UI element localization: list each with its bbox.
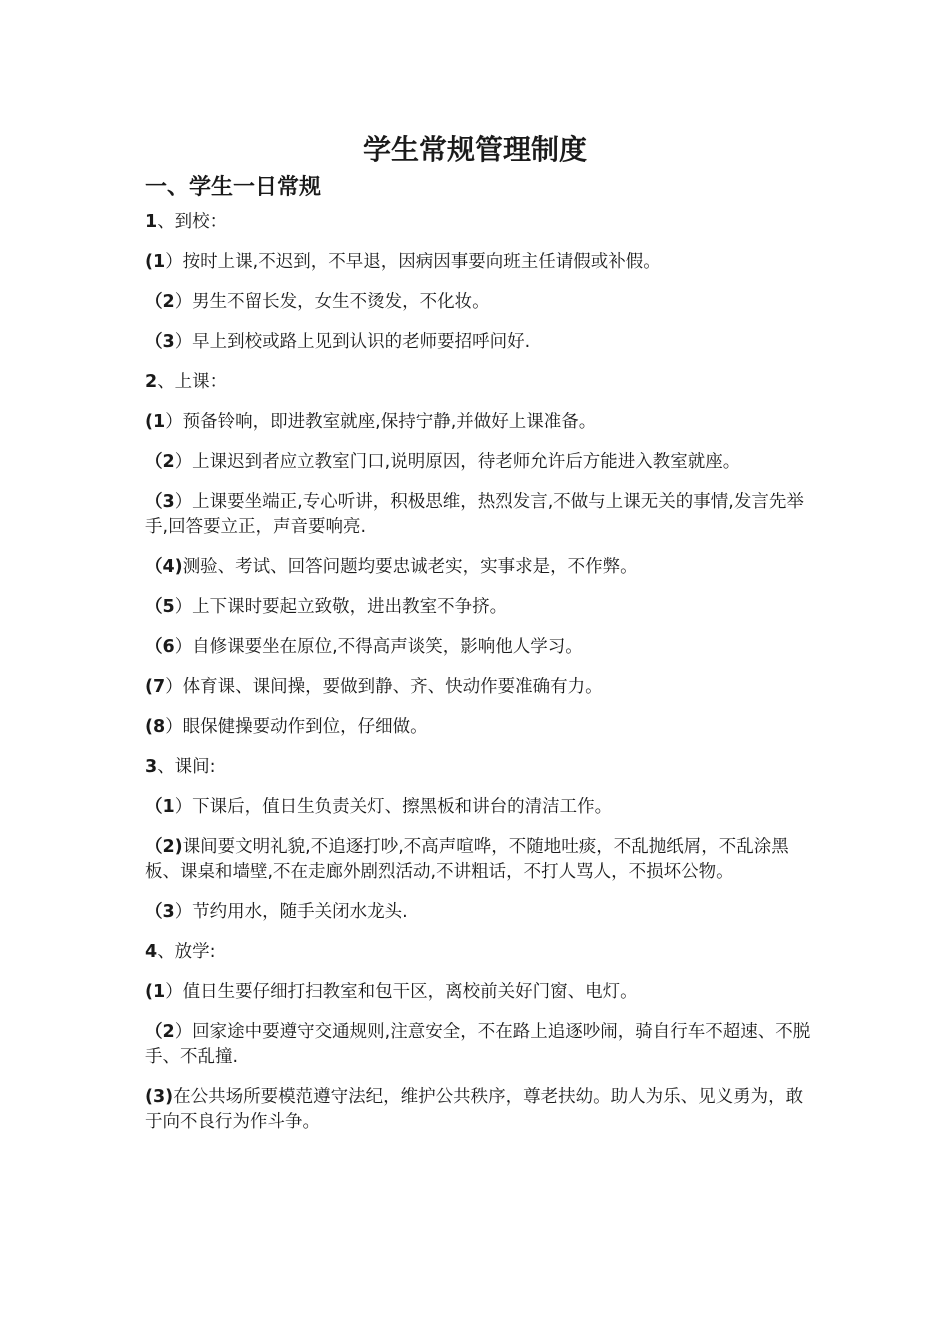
paragraph-number: 3 [145,757,158,777]
paragraph-text: ）按时上课,不迟到，不早退，因病因事要向班主任请假或补假。 [165,252,661,272]
paragraph-number: （4) [145,557,183,577]
paragraph [145,595,815,620]
paragraph [145,370,815,395]
paragraph [145,835,815,885]
paragraph [145,555,815,580]
paragraph-text: 、放学: [157,942,216,962]
paragraph-number: （1 [145,797,175,817]
paragraph [145,330,815,355]
paragraph-number: (7 [145,677,166,697]
paragraph-text: ）男生不留长发，女生不烫发，不化妆。 [174,292,490,312]
paragraph [145,450,815,475]
paragraph [145,635,815,660]
paragraph-text: ）上课要坐端正,专心听讲，积极思维，热烈发言,不做与上课无关的事情,发言先举手,回答要立正，声音要响亮. [145,492,804,537]
paragraph-number: （3 [145,492,175,512]
paragraph-number: （2 [145,1022,175,1042]
document-body [145,210,815,1150]
paragraph-text: 、上课： [157,372,228,392]
paragraph [145,250,815,275]
paragraph-text: ）预备铃响，即进教室就座,保持宁静,并做好上课准备。 [165,412,597,432]
paragraph-text: ）下课后，值日生负责关灯、擦黑板和讲台的清洁工作。 [174,797,613,817]
paragraph-text: ）上课迟到者应立教室门口,说明原因，待老师允许后方能进入教室就座。 [174,452,741,472]
document-title: 学生常规管理制度 [362,133,587,166]
paragraph [145,290,815,315]
paragraph [145,755,815,780]
paragraph-number: （3 [145,902,175,922]
paragraph [145,490,815,540]
paragraph [145,940,815,965]
paragraph-text: ）值日生要仔细打扫教室和包干区，离校前关好门窗、电灯。 [165,982,638,1002]
paragraph-text: 、到校： [157,212,228,232]
paragraph [145,1020,815,1070]
paragraph-number: （3 [145,332,175,352]
paragraph-number: （2 [145,292,175,312]
paragraph-text: 、课间: [157,757,216,777]
paragraph-text: ）节约用水，随手关闭水龙头. [174,902,408,922]
paragraph [145,900,815,925]
paragraph-number: (8 [145,717,166,737]
paragraph-number: 4 [145,942,158,962]
paragraph [145,410,815,435]
paragraph-number: (1 [145,982,166,1002]
paragraph-text: 课间要文明礼貌,不追逐打吵,不高声喧哗，不随地吐痰，不乱抛纸屑，不乱涂黑板、课桌和墙壁,不在走廊外剧烈活动,不讲粗话，不打人骂人，不损坏公物。 [145,837,789,882]
paragraph [145,715,815,740]
paragraph-text: ）眼保健操要动作到位，仔细做。 [165,717,428,737]
paragraph-number: (3) [145,1087,174,1107]
paragraph-text: 在公共场所要模范遵守法纪，维护公共秩序，尊老扶幼。助人为乐、见义勇为，敢于向不良行为作斗争。 [145,1087,804,1132]
paragraph-text: ）早上到校或路上见到认识的老师要招呼问好. [174,332,531,352]
paragraph-text: ）上下课时要起立致敬，进出教室不争挤。 [174,597,508,617]
paragraph-number: 2 [145,372,158,392]
section-heading: 一、学生一日常规 [145,175,322,200]
paragraph-text: ）自修课要坐在原位,不得高声谈笑，影响他人学习。 [174,637,583,657]
paragraph-text: 测验、考试、回答问题均要忠诚老实，实事求是，不作弊。 [182,557,638,577]
paragraph-number: （5 [145,597,175,617]
paragraph [145,675,815,700]
paragraph-number: 1 [145,212,158,232]
paragraph-number: （2) [145,837,183,857]
paragraph [145,1085,815,1135]
paragraph-number: (1 [145,412,166,432]
paragraph [145,795,815,820]
paragraph-text: ）体育课、课间操，要做到静、齐、快动作要准确有力。 [165,677,603,697]
paragraph-number: （6 [145,637,175,657]
paragraph-number: (1 [145,252,166,272]
paragraph-text: ）回家途中要遵守交通规则,注意安全，不在路上追逐吵闹，骑自行车不超速、不脱手、不乱撞. [145,1022,811,1067]
paragraph [145,980,815,1005]
paragraph-number: （2 [145,452,175,472]
paragraph [145,210,815,235]
